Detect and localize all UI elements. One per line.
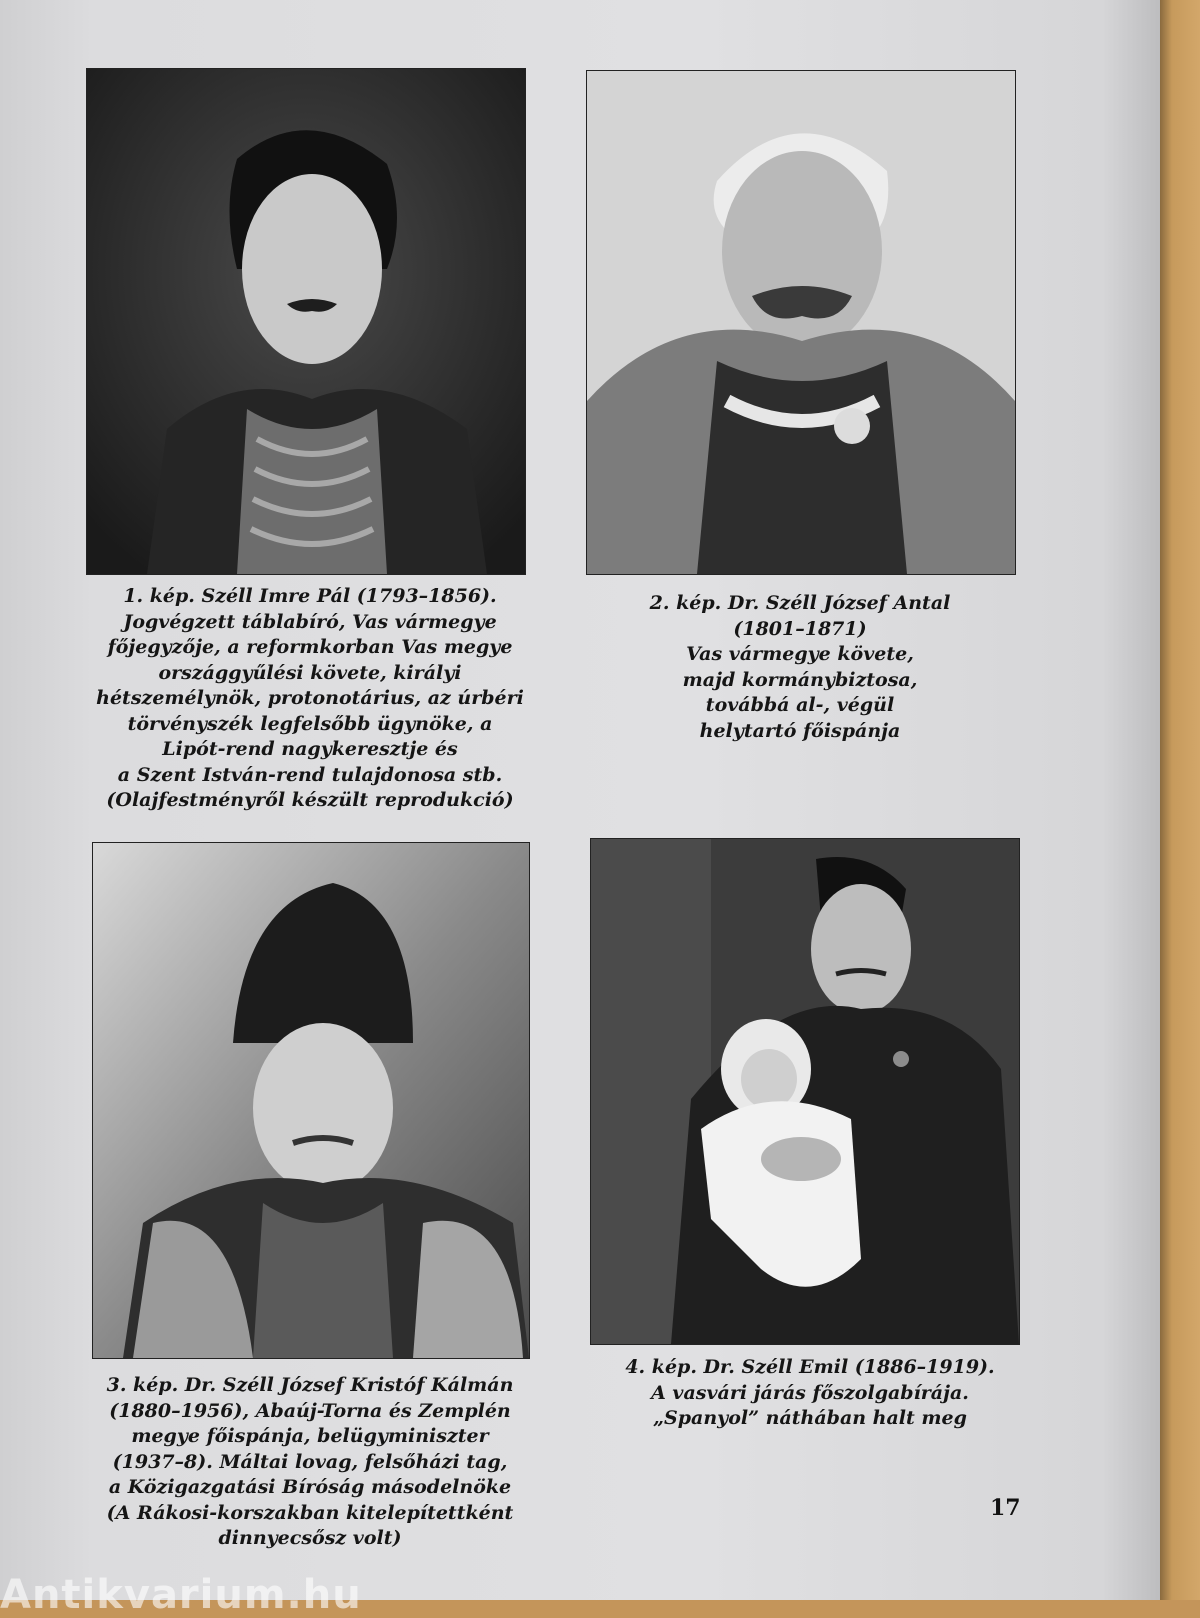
caption-4-line: „Spanyol” náthában halt meg [653, 1407, 967, 1429]
caption-3-line: (1880–1956), Abaúj-Torna és Zemplén [109, 1399, 511, 1422]
caption-2 [580, 591, 1020, 744]
watermark: Antikvarium.hu [0, 1572, 362, 1618]
caption-3-line: (1937–8). Máltai lovag, felsőházi tag, [112, 1450, 508, 1473]
caption-2-line: helytartó főispánja [699, 719, 901, 742]
caption-3-line: dinnyecsősz volt) [218, 1527, 402, 1549]
caption-1-line: (Olajfestményről készült reprodukció) [106, 789, 514, 811]
table-surface [1160, 0, 1200, 1600]
portrait-photo-1 [86, 68, 526, 575]
page-number: 17 [990, 1495, 1021, 1521]
caption-1-line: a Szent István-rend tulajdonosa stb. [117, 763, 503, 786]
caption-3-line: a Közigazgatási Bíróság másodelnöke [108, 1476, 512, 1498]
caption-3-line: (A Rákosi-korszakban kitelepítettként [106, 1501, 514, 1524]
caption-1-line: főjegyzője, a reformkorban Vas megye [107, 636, 513, 658]
caption-2-line: (1801–1871) [733, 617, 867, 640]
caption-1-line: országgyűlési követe, királyi [158, 661, 462, 684]
caption-1-line: 1. kép. Széll Imre Pál (1793–1856). [123, 585, 497, 607]
caption-2-line: 2. kép. Dr. Széll József Antal [649, 592, 951, 614]
caption-2-line: Vas vármegye követe, [686, 643, 914, 665]
caption-4-line: 4. kép. Dr. Széll Emil (1886–1919). [625, 1356, 995, 1378]
caption-2-line: majd kormánybiztosa, [682, 668, 918, 691]
caption-1-line: törvényszék legfelsőbb ügynöke, a [127, 712, 493, 735]
caption-3-line: 3. kép. Dr. Széll József Kristóf Kálmán [106, 1374, 514, 1396]
portrait-photo-3 [92, 842, 530, 1359]
portrait-photo-4 [590, 838, 1020, 1345]
caption-1 [80, 584, 540, 814]
caption-4 [590, 1355, 1030, 1432]
caption-1-line: Jogvégzett táblabíró, Vas vármegye [123, 610, 497, 633]
caption-3-line: megye főispánja, belügyminiszter [131, 1425, 489, 1447]
caption-2-line: továbbá al-, végül [705, 694, 895, 716]
caption-1-line: Lipót-rend nagykeresztje és [162, 738, 458, 760]
caption-1-line: hétszemélynök, protonotárius, az úrbéri [96, 687, 524, 709]
caption-3 [80, 1373, 540, 1552]
caption-4-line: A vasvári járás főszolgabírája. [651, 1381, 969, 1404]
portrait-photo-2 [586, 70, 1016, 575]
